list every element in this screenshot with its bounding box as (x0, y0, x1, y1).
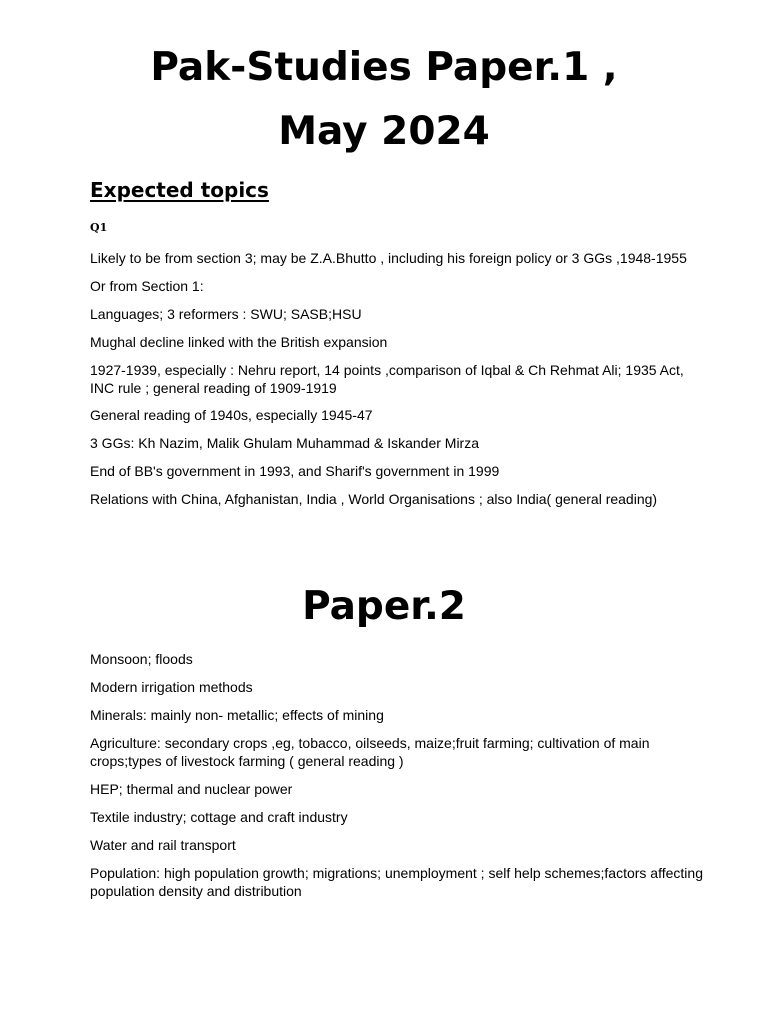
paper1-topic-item: 1927-1939, especially : Nehru report, 14 points ,comparison of Iqbal & Ch Rehmat Ali; 1935 Act, INC rule ; general reading of 1909-1919 (90, 362, 684, 396)
expected-topics-heading: Expected topics (90, 178, 269, 202)
document-title-line2: May 2024 (278, 109, 490, 154)
paper2-topic-item: Population: high population growth; migrations; unemployment ; self help schemes;factors affecting population density and distribution (90, 865, 703, 899)
question-label: Q1 (90, 221, 108, 234)
paper1-topic-item: Likely to be from section 3; may be Z.A.Bhutto , including his foreign policy or 3 GGs ,1948-1955 (90, 250, 687, 266)
paper1-topic-item: 3 GGs: Kh Nazim, Malik Ghulam Muhammad & Iskander Mirza (90, 435, 480, 451)
paper2-topic-item: Minerals: mainly non- metallic; effects of mining (90, 707, 384, 723)
paper2-topic-item: Monsoon; floods (90, 651, 193, 667)
paper1-topic-item: End of BB's government in 1993, and Sharif's government in 1999 (90, 463, 500, 479)
paper1-topic-item: Relations with China, Afghanistan, India , World Organisations ; also India( general reading) (90, 491, 658, 507)
paper1-topic-item: General reading of 1940s, especially 1945-47 (90, 407, 373, 423)
paper2-topic-item: Agriculture: secondary crops ,eg, tobacco, oilseeds, maize;fruit farming; cultivation of main crops;types of livestock farming ( general reading ) (90, 735, 650, 769)
paper1-topic-item: Or from Section 1: (90, 278, 204, 294)
paper2-topic-item: Textile industry; cottage and craft industry (90, 809, 348, 825)
paper2-topic-item: Water and rail transport (90, 837, 236, 853)
paper1-topic-item: Languages; 3 reformers : SWU; SASB;HSU (90, 306, 362, 322)
paper2-heading: Paper.2 (302, 584, 466, 629)
document-title-line1: Pak-Studies Paper.1 , (150, 45, 618, 90)
paper2-topic-item: Modern irrigation methods (90, 679, 253, 695)
paper2-topic-item: HEP; thermal and nuclear power (90, 781, 293, 797)
paper1-topic-item: Mughal decline linked with the British expansion (90, 334, 388, 350)
